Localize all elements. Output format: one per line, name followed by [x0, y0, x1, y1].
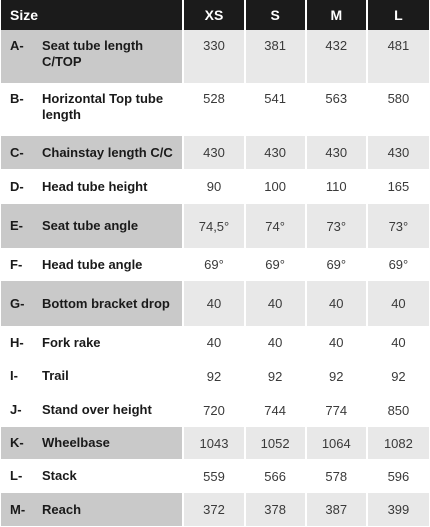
row-letter: L-: [10, 468, 23, 483]
table-row: [1, 459, 429, 493]
row-letter: C-: [10, 144, 24, 160]
row-letter: J-: [10, 402, 22, 417]
row-label: [1, 468, 182, 484]
value-cell-m: 1064: [307, 427, 368, 459]
size-header-l: L: [368, 0, 429, 30]
row-label: [1, 368, 182, 384]
value-cell-m: 432: [307, 30, 368, 83]
row-measurement-name: Horizontal Top tube length: [42, 91, 164, 122]
size-header-s: S: [246, 0, 307, 30]
geometry-table: [1, 0, 429, 526]
value-cell-s: 381: [246, 30, 307, 83]
row-label: [1, 402, 182, 418]
row-measurement-name: Head tube angle: [42, 256, 143, 272]
row-measurement-name: Seat tube length C/TOP: [42, 38, 144, 69]
value-cell-l: 580: [368, 83, 429, 136]
row-measurement-name: Fork rake: [42, 334, 101, 350]
size-column-header: Size: [1, 0, 184, 30]
table-row: [1, 281, 429, 326]
row-label: [1, 257, 182, 273]
value-cell-m: 73°: [307, 204, 368, 248]
table-row: [1, 248, 429, 281]
value-cell-l: 850: [368, 393, 429, 427]
row-label-cell: [1, 359, 184, 393]
size-header-m: M: [307, 0, 368, 30]
table-row: [1, 427, 429, 459]
value-cell-l: 40: [368, 326, 429, 359]
row-label: [1, 38, 182, 70]
row-label-cell: [1, 281, 184, 326]
row-measurement-name: Stand over height: [42, 402, 152, 417]
row-label: [1, 502, 182, 518]
row-label-cell: [1, 83, 184, 136]
row-letter: G-: [10, 295, 25, 311]
row-label: [1, 296, 182, 312]
value-cell-l: 481: [368, 30, 429, 83]
row-letter: F-: [10, 256, 23, 272]
value-cell-s: 40: [246, 281, 307, 326]
row-letter: K-: [10, 435, 24, 450]
header-row: [1, 0, 429, 30]
table-row: [1, 359, 429, 393]
value-cell-xs: 372: [184, 493, 245, 526]
row-measurement-name: Bottom bracket drop: [42, 295, 170, 311]
value-cell-s: 92: [246, 359, 307, 393]
table-row: [1, 493, 429, 526]
value-cell-l: 40: [368, 281, 429, 326]
value-cell-xs: 90: [184, 169, 245, 204]
value-cell-s: 69°: [246, 248, 307, 281]
value-cell-m: 387: [307, 493, 368, 526]
value-cell-xs: 720: [184, 393, 245, 427]
value-cell-xs: 528: [184, 83, 245, 136]
value-cell-s: 1052: [246, 427, 307, 459]
table-row: [1, 83, 429, 136]
row-measurement-name: Wheelbase: [42, 435, 110, 450]
table-row: [1, 136, 429, 169]
row-label: [1, 335, 182, 351]
row-label: [1, 91, 182, 123]
row-label-cell: [1, 136, 184, 169]
value-cell-xs: 74,5°: [184, 204, 245, 248]
row-label-cell: [1, 326, 184, 359]
table-row: [1, 393, 429, 427]
value-cell-l: 165: [368, 169, 429, 204]
row-label-cell: [1, 459, 184, 493]
row-label-cell: [1, 493, 184, 526]
value-cell-l: 1082: [368, 427, 429, 459]
value-cell-m: 69°: [307, 248, 368, 281]
value-cell-l: 92: [368, 359, 429, 393]
row-label: [1, 179, 182, 195]
row-letter: M-: [10, 501, 26, 517]
value-cell-l: 73°: [368, 204, 429, 248]
value-cell-xs: 40: [184, 326, 245, 359]
row-letter: A-: [10, 38, 24, 53]
value-cell-s: 744: [246, 393, 307, 427]
row-letter: D-: [10, 178, 24, 194]
size-header-xs: XS: [184, 0, 245, 30]
value-cell-s: 566: [246, 459, 307, 493]
value-cell-l: 399: [368, 493, 429, 526]
row-label: [1, 145, 182, 161]
row-letter: I-: [10, 368, 18, 383]
row-label-cell: [1, 30, 184, 83]
value-cell-m: 430: [307, 136, 368, 169]
row-letter: E-: [10, 218, 23, 233]
row-label-cell: [1, 248, 184, 281]
row-label: [1, 435, 182, 451]
row-measurement-name: Seat tube angle: [42, 218, 139, 233]
value-cell-m: 92: [307, 359, 368, 393]
table-row: [1, 30, 429, 83]
value-cell-m: 774: [307, 393, 368, 427]
value-cell-xs: 1043: [184, 427, 245, 459]
value-cell-s: 541: [246, 83, 307, 136]
value-cell-s: 378: [246, 493, 307, 526]
value-cell-m: 563: [307, 83, 368, 136]
value-cell-s: 430: [246, 136, 307, 169]
row-label-cell: [1, 204, 184, 248]
value-cell-s: 40: [246, 326, 307, 359]
row-measurement-name: Head tube height: [42, 178, 148, 194]
row-label-cell: [1, 427, 184, 459]
row-measurement-name: Trail: [42, 368, 69, 383]
value-cell-l: 596: [368, 459, 429, 493]
table-row: [1, 326, 429, 359]
table-row: [1, 169, 429, 204]
row-label-cell: [1, 169, 184, 204]
value-cell-xs: 40: [184, 281, 245, 326]
row-measurement-name: Stack: [42, 468, 77, 483]
value-cell-m: 578: [307, 459, 368, 493]
row-measurement-name: Reach: [42, 501, 82, 517]
value-cell-m: 110: [307, 169, 368, 204]
value-cell-s: 74°: [246, 204, 307, 248]
row-measurement-name: Chainstay length C/C: [42, 144, 173, 160]
row-label-cell: [1, 393, 184, 427]
value-cell-l: 430: [368, 136, 429, 169]
value-cell-xs: 330: [184, 30, 245, 83]
row-letter: H-: [10, 334, 24, 350]
value-cell-xs: 92: [184, 359, 245, 393]
value-cell-l: 69°: [368, 248, 429, 281]
value-cell-m: 40: [307, 326, 368, 359]
row-letter: B-: [10, 91, 24, 106]
value-cell-s: 100: [246, 169, 307, 204]
value-cell-xs: 69°: [184, 248, 245, 281]
value-cell-xs: 430: [184, 136, 245, 169]
row-label: [1, 218, 182, 234]
table-row: [1, 204, 429, 248]
value-cell-xs: 559: [184, 459, 245, 493]
value-cell-m: 40: [307, 281, 368, 326]
